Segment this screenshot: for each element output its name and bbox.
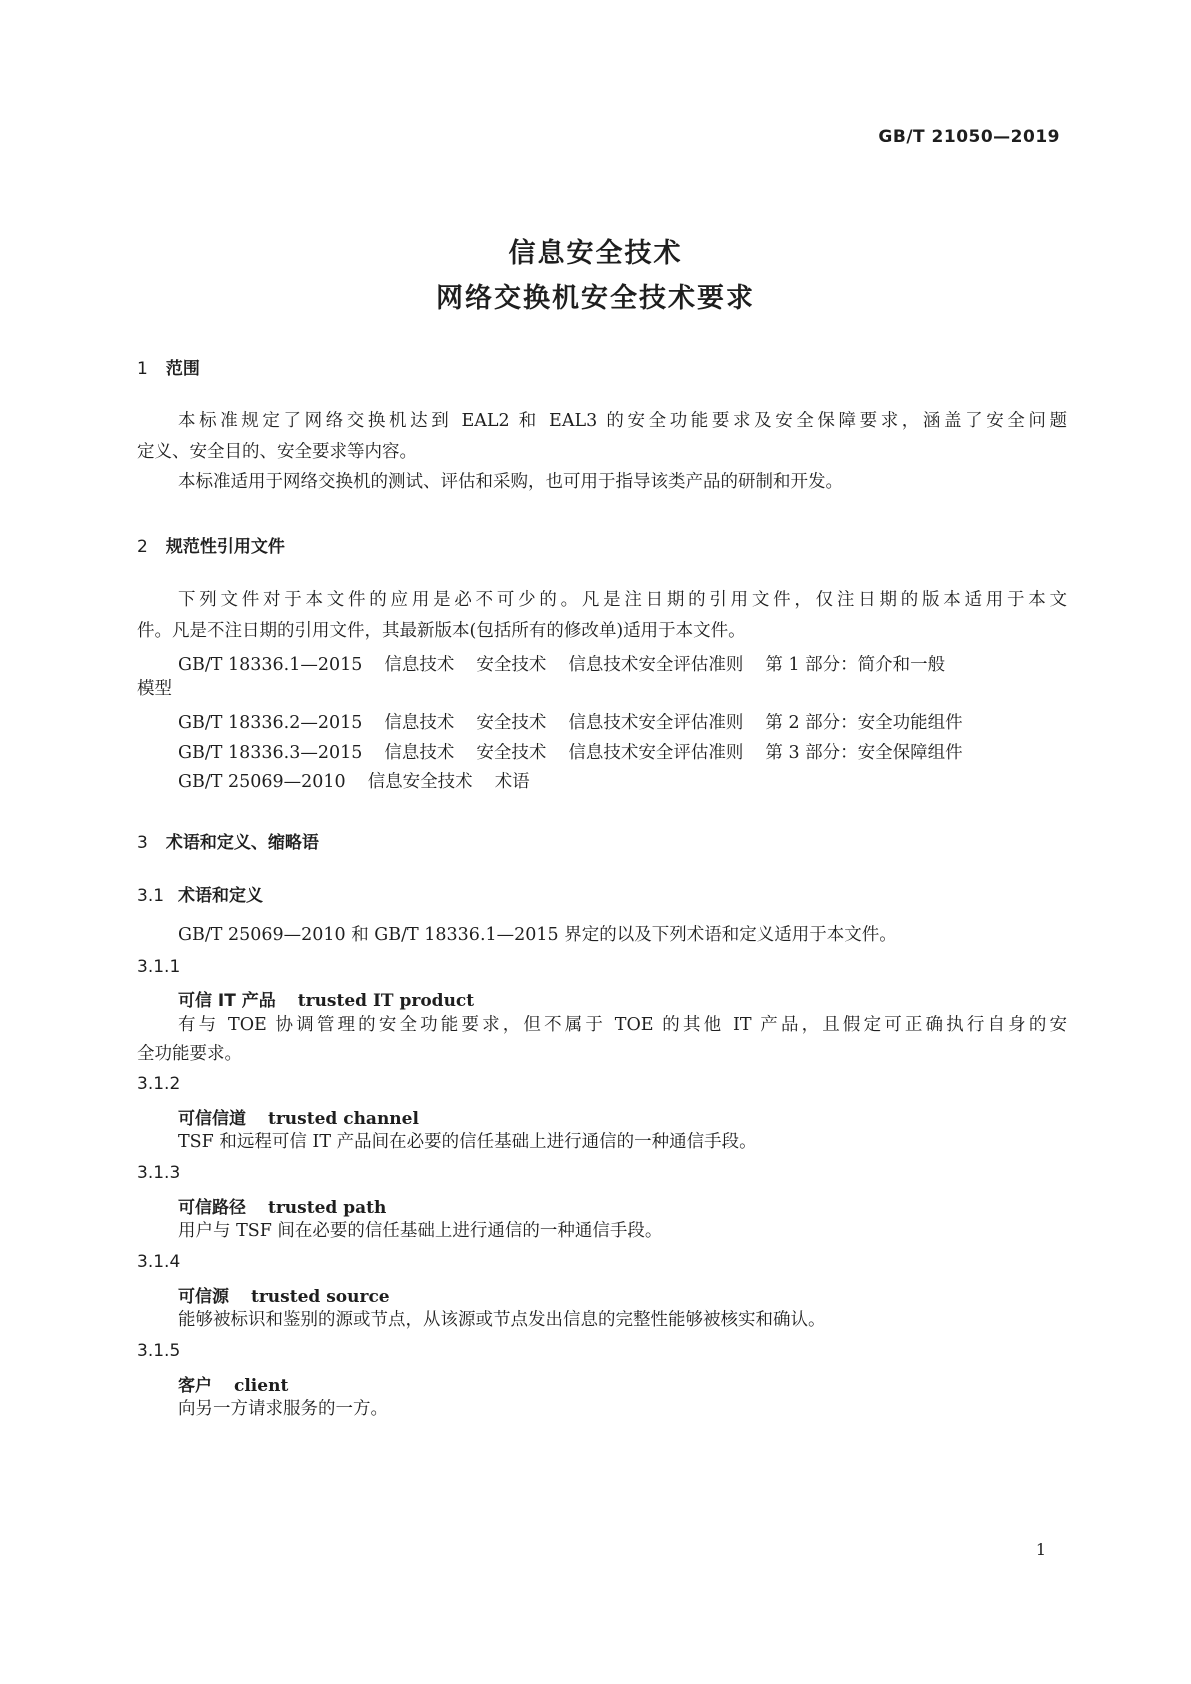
reference-title-part: 安全技术	[476, 713, 547, 733]
term-number: 3.1.2	[137, 1074, 181, 1094]
term-number: 3.1.1	[137, 957, 181, 977]
reference-title-part: 信息技术	[384, 655, 455, 675]
term-english: trusted path	[268, 1198, 387, 1218]
reference-title-part: 信息技术安全评估准则	[568, 655, 744, 675]
paragraph: 本标准规定了网络交换机达到 EAL2 和 EAL3 的安全功能要求及安全保障要求，涵盖了安全问题	[178, 411, 1067, 431]
term-chinese: 可信源	[178, 1287, 229, 1307]
paragraph: 下列文件对于本文件的应用是必不可少的。凡是注日期的引用文件，仅注日期的版本适用于本文	[178, 590, 1067, 610]
term-english: trusted IT product	[297, 991, 475, 1011]
section-1-heading	[137, 354, 200, 379]
reference-title-part: 信息技术安全评估准则	[568, 713, 744, 733]
reference-continuation: 模型	[137, 679, 172, 699]
term-heading	[178, 1104, 419, 1129]
term-heading	[178, 1282, 390, 1307]
subsection-3-1-heading	[137, 881, 263, 906]
reference-code: GB/T 18336.2—2015	[178, 713, 363, 733]
term-english: client	[234, 1376, 289, 1396]
term-heading	[178, 1193, 386, 1218]
term-chinese: 可信信道	[178, 1109, 246, 1129]
reference-code: GB/T 18336.3—2015	[178, 743, 363, 763]
section-number: 1	[137, 359, 148, 379]
section-title: 范围	[165, 359, 200, 379]
term-chinese: 可信路径	[178, 1198, 246, 1218]
term-number: 3.1.3	[137, 1163, 181, 1183]
reference-title-part: 术语	[494, 772, 530, 792]
section-title: 术语和定义、缩略语	[165, 833, 319, 853]
title-line-2: 网络交换机安全技术要求	[436, 283, 755, 314]
page-number: 1	[1035, 1540, 1046, 1559]
section-title: 规范性引用文件	[165, 537, 285, 557]
reference-title-part: 第 2 部分：安全功能组件	[765, 713, 963, 733]
term-english: trusted source	[251, 1287, 390, 1307]
term-definition: 向另一方请求服务的一方。	[178, 1399, 388, 1419]
term-chinese: 可信 IT 产品	[178, 991, 276, 1011]
reference-item	[178, 768, 530, 793]
subsection-title: 术语和定义	[178, 886, 264, 906]
term-heading	[178, 1371, 288, 1396]
reference-title-part: 信息安全技术	[367, 772, 473, 792]
paragraph: 本标准适用于网络交换机的测试、评估和采购，也可用于指导该类产品的研制和开发。	[178, 472, 843, 492]
reference-title-part: 第 1 部分：简介和一般	[765, 655, 946, 675]
paragraph: GB/T 25069—2010 和 GB/T 18336.1—2015 界定的以及下列术语和定义适用于本文件。	[178, 925, 897, 945]
term-definition: 有与 TOE 协调管理的安全功能要求，但不属于 TOE 的其他 IT 产品，且假定可正确执行自身的安	[178, 1015, 1067, 1035]
term-number: 3.1.4	[137, 1252, 181, 1272]
reference-title-part: 信息技术	[384, 743, 455, 763]
section-number: 2	[137, 537, 148, 557]
term-number: 3.1.5	[137, 1341, 181, 1361]
reference-title-part: 信息技术	[384, 713, 455, 733]
reference-title-part: 第 3 部分：安全保障组件	[765, 743, 963, 763]
paragraph-continuation: 件。凡是不注日期的引用文件，其最新版本(包括所有的修改单)适用于本文件。	[137, 621, 746, 641]
reference-title-part: 安全技术	[476, 655, 547, 675]
section-3-heading	[137, 828, 319, 853]
reference-item	[178, 739, 963, 764]
reference-item	[178, 709, 963, 734]
subsection-number: 3.1	[137, 886, 165, 906]
reference-title-part: 信息技术安全评估准则	[568, 743, 744, 763]
reference-code: GB/T 18336.1—2015	[178, 655, 363, 675]
term-definition: 用户与 TSF 间在必要的信任基础上进行通信的一种通信手段。	[178, 1221, 663, 1241]
reference-code: GB/T 25069—2010	[178, 772, 346, 792]
term-chinese: 客户	[178, 1376, 212, 1396]
standard-number: GB/T 21050—2019	[878, 127, 1060, 147]
term-definition-continuation: 全功能要求。	[137, 1044, 242, 1064]
term-english: trusted channel	[268, 1109, 419, 1129]
section-2-heading	[137, 532, 285, 557]
term-definition: 能够被标识和鉴别的源或节点，从该源或节点发出信息的完整性能够被核实和确认。	[178, 1310, 826, 1330]
title-line-1: 信息安全技术	[508, 238, 683, 269]
reference-title-part: 安全技术	[476, 743, 547, 763]
term-heading	[178, 986, 474, 1011]
section-number: 3	[137, 833, 148, 853]
term-definition: TSF 和远程可信 IT 产品间在必要的信任基础上进行通信的一种通信手段。	[178, 1132, 757, 1152]
reference-item	[178, 651, 945, 676]
paragraph-continuation: 定义、安全目的、安全要求等内容。	[137, 442, 417, 462]
